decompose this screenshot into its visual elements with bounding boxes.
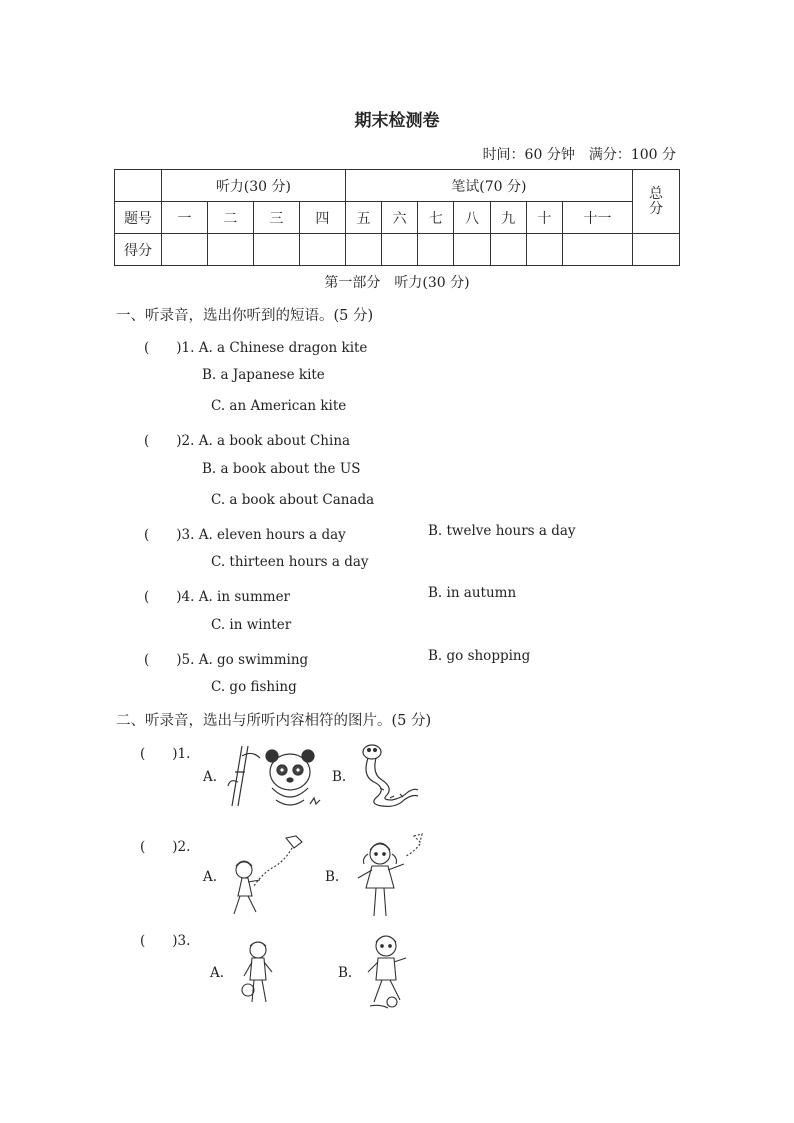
panda-bamboo-image xyxy=(226,742,322,808)
s1-q1-option-b: B. a Japanese kite xyxy=(202,367,325,383)
question-number: 一 xyxy=(162,202,208,234)
question-number: 三 xyxy=(253,202,299,234)
total-header xyxy=(633,170,680,234)
s1-q4: ( )4. A. in summer xyxy=(144,589,291,605)
score-cell[interactable] xyxy=(162,234,208,266)
snake-image xyxy=(354,742,422,810)
score-cell[interactable] xyxy=(253,234,299,266)
s2-q2: ( )2. xyxy=(140,839,191,855)
row-label-score: 得分 xyxy=(115,234,162,266)
boy-football-image xyxy=(362,932,420,1012)
time-info: 时间：60 分钟 满分：100 分 xyxy=(482,147,676,163)
score-table xyxy=(114,169,680,266)
listening-header: 听力(30 分) xyxy=(162,170,346,202)
table-corner xyxy=(115,170,162,202)
question-number: 十 xyxy=(526,202,562,234)
s1-q3-option-c: C. thirteen hours a day xyxy=(211,554,369,570)
question-number: 六 xyxy=(382,202,418,234)
writing-header: 笔试(70 分) xyxy=(345,170,632,202)
part-title: 第一部分 听力(30 分) xyxy=(324,275,470,291)
s2-q3: ( )3. xyxy=(140,933,191,949)
row-label-number: 题号 xyxy=(115,202,162,234)
section1-heading: 一、听录音，选出你听到的短语。(5 分) xyxy=(116,308,374,324)
s2-q1-label-a: A. xyxy=(203,769,218,785)
total-label: 总分 xyxy=(649,185,663,217)
question-number: 二 xyxy=(207,202,253,234)
score-cell[interactable] xyxy=(345,234,381,266)
score-cell[interactable] xyxy=(633,234,680,266)
s1-q2: ( )2. A. a book about China xyxy=(144,433,351,449)
question-number: 八 xyxy=(454,202,490,234)
question-number: 九 xyxy=(490,202,526,234)
page-title: 期末检测卷 xyxy=(354,111,440,131)
s2-q3-label-a: A. xyxy=(210,965,225,981)
s1-q5-option-c: C. go fishing xyxy=(211,679,297,695)
score-cell[interactable] xyxy=(454,234,490,266)
score-cell[interactable] xyxy=(490,234,526,266)
section2-heading: 二、听录音，选出与所听内容相符的图片。(5 分) xyxy=(116,713,432,729)
s1-q3: ( )3. A. eleven hours a day xyxy=(144,527,346,543)
question-number: 七 xyxy=(418,202,454,234)
s2-q3-label-b: B. xyxy=(338,965,353,981)
score-cell[interactable] xyxy=(526,234,562,266)
s1-q4-option-c: C. in winter xyxy=(211,617,292,633)
boy-basketball-image xyxy=(236,938,284,1008)
s1-q3-option-b: B. twelve hours a day xyxy=(428,523,576,539)
s1-q2-option-b: B. a book about the US xyxy=(202,461,361,477)
s2-q2-label-a: A. xyxy=(203,869,218,885)
question-number: 四 xyxy=(299,202,345,234)
question-number: 十一 xyxy=(562,202,632,234)
s2-q1: ( )1. xyxy=(140,746,191,762)
score-cell[interactable] xyxy=(382,234,418,266)
s1-q5: ( )5. A. go swimming xyxy=(144,652,309,668)
s1-q1-option-c: C. an American kite xyxy=(211,398,347,414)
score-cell[interactable] xyxy=(207,234,253,266)
s1-q5-option-b: B. go shopping xyxy=(428,648,531,664)
s1-q1: ( )1. A. a Chinese dragon kite xyxy=(144,340,368,356)
score-cell[interactable] xyxy=(418,234,454,266)
question-number: 五 xyxy=(345,202,381,234)
score-cell[interactable] xyxy=(299,234,345,266)
girl-dancing-image xyxy=(350,832,434,924)
s1-q2-option-c: C. a book about Canada xyxy=(211,492,375,508)
s2-q2-label-b: B. xyxy=(325,869,340,885)
s1-q4-option-b: B. in autumn xyxy=(428,585,517,601)
s2-q1-label-b: B. xyxy=(332,769,347,785)
girl-flying-kite-image xyxy=(226,832,312,922)
score-cell[interactable] xyxy=(562,234,632,266)
